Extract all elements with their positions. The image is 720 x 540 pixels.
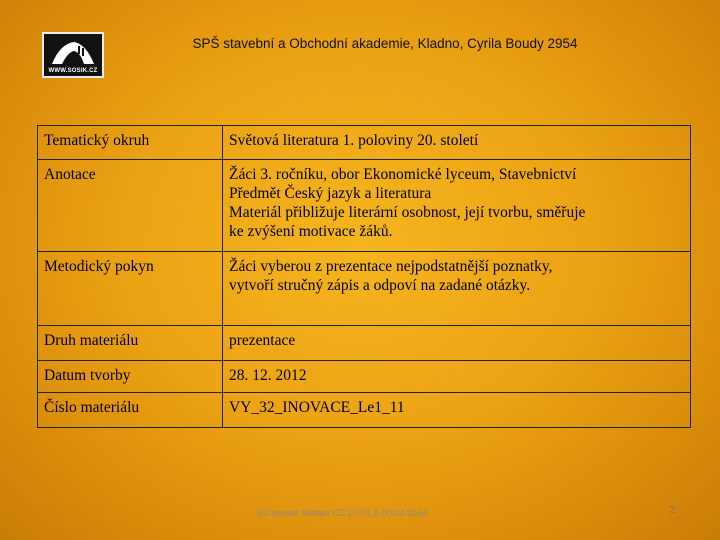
table-row <box>38 326 691 361</box>
table-row <box>38 393 691 428</box>
row-key-topic: Tematický okruh <box>38 126 223 160</box>
row-value-type <box>223 326 691 361</box>
footer-project-text: EU peníze školám CZ.1.07/1.5.00/34.0154 <box>257 508 428 518</box>
table-row <box>38 126 691 160</box>
value-line: ke zvýšení motivace žáků. <box>229 223 393 240</box>
material-info-table <box>37 125 691 428</box>
table-row <box>38 361 691 393</box>
row-key-date: Datum tvorby <box>38 361 223 393</box>
row-key-number: Číslo materiálu <box>38 393 223 428</box>
school-logo <box>42 32 104 78</box>
value-line: vytvoří stručný zápis a odpoví na zadané otázky. <box>229 277 531 294</box>
page-header-title: SPŠ stavební a Obchodní akademie, Kladno, Cyrila Boudy 2954 <box>192 36 578 51</box>
table-row <box>38 252 691 326</box>
value-line: Materiál přibližuje literární osobnost, její tvorbu, směřuje <box>229 204 586 221</box>
value-line: Předmět Český jazyk a literatura <box>229 185 432 202</box>
value-line: 28. 12. 2012 <box>229 367 307 384</box>
row-key-method: Metodický pokyn <box>38 252 223 326</box>
value-line: Světová literatura 1. poloviny 20. století <box>229 132 479 149</box>
value-line: Žáci 3. ročníku, obor Ekonomické lyceum, Stavebnictví <box>229 166 577 183</box>
page-number: 2 <box>670 505 676 516</box>
row-value-number <box>223 393 691 428</box>
row-value-annotation <box>223 160 691 252</box>
logo-text: WWW.SOSIK.CZ <box>48 68 98 74</box>
row-key-annotation: Anotace <box>38 160 223 252</box>
row-value-date <box>223 361 691 393</box>
row-value-method <box>223 252 691 326</box>
value-line: VY_32_INOVACE_Le1_11 <box>229 399 405 416</box>
value-line: Žáci vyberou z prezentace nejpodstatnější poznatky, <box>229 258 553 275</box>
row-value-topic <box>223 126 691 160</box>
table-row <box>38 160 691 252</box>
row-key-type: Druh materiálu <box>38 326 223 361</box>
value-line: prezentace <box>229 332 296 349</box>
